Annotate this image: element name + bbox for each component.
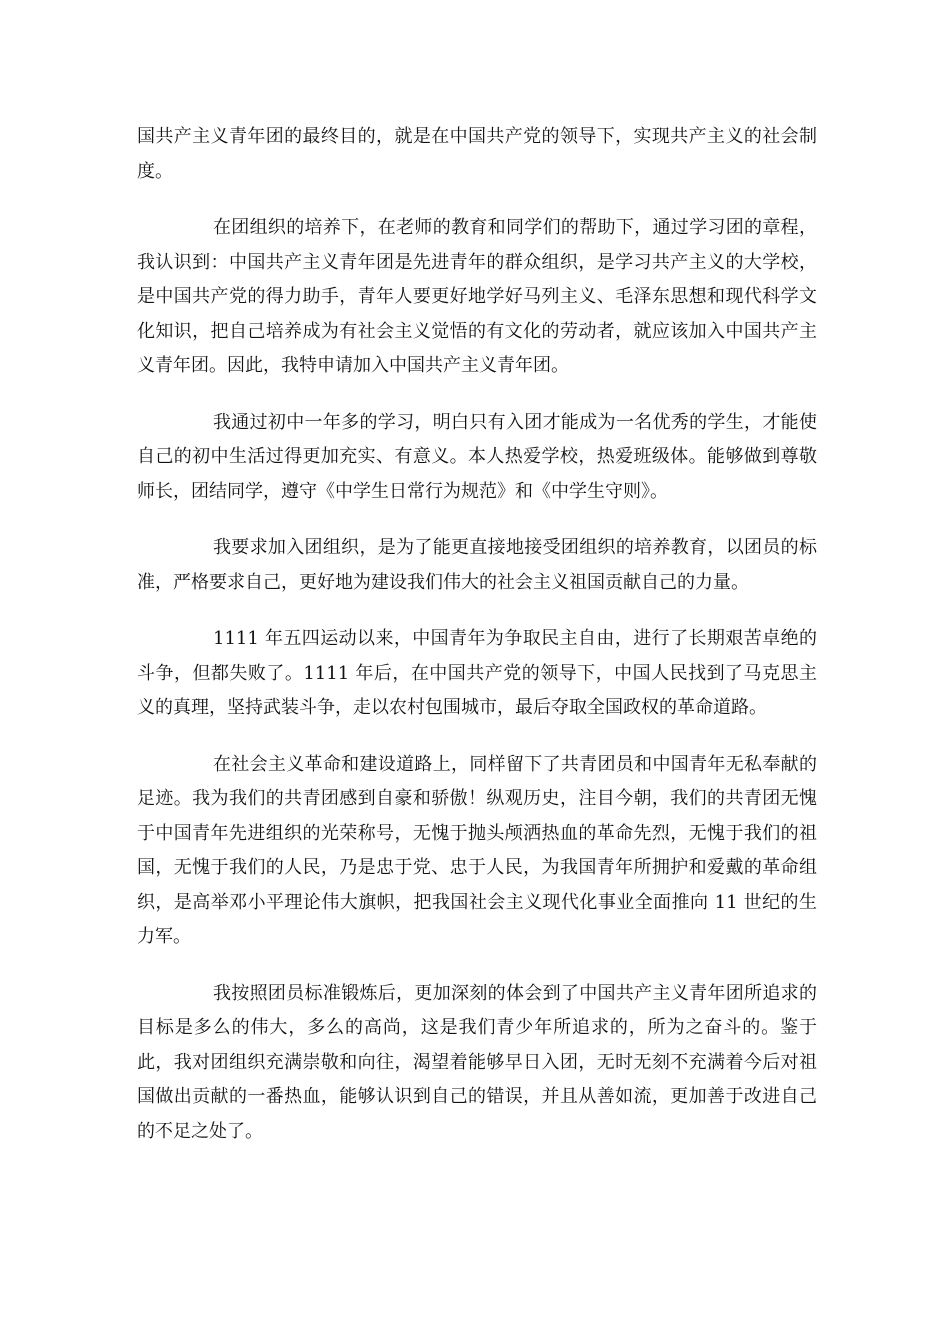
paragraph-7: 我按照团员标准锻炼后，更加深刻的体会到了中国共产主义青年团所追求的目标是多么的伟大，多么的高尚，这是我们青少年所追求的，所为之奋斗的。鉴于此，我对团组织充满崇敬和向往，渴望着能够早日入团，无时无刻不充满着今后对祖国做出贡献的一番热血，能够认识到自己的错误，并且从善如流，更加善于改进自己的不足之处了。	[137, 982, 817, 1142]
document-page	[137, 120, 817, 1171]
paragraph-4: 我要求加入团组织，是为了能更直接地接受团组织的培养教育，以团员的标准，严格要求自己，更好地为建设我们伟大的社会主义祖国贡献自己的力量。	[137, 537, 817, 593]
paragraph-2: 在团组织的培养下，在老师的教育和同学们的帮助下，通过学习团的章程，我认识到：中国共产主义青年团是先进青年的群众组织，是学习共产主义的大学校，是中国共产党的得力助手，青年人要更好地学好马列主义、毛泽东思想和现代科学文化知识，把自己培养成为有社会主义觉悟的有文化的劳动者，就应该加入中国共产主义青年团。因此，我特申请加入中国共产主义青年团。	[137, 217, 817, 376]
paragraph-6: 在社会主义革命和建设道路上，同样留下了共青团员和中国青年无私奉献的足迹。我为我们的共青团感到自豪和骄傲！纵观历史，注目今朝，我们的共青团无愧于中国青年先进组织的光荣称号，无愧于抛头颅洒热血的革命先烈，无愧于我们的祖国，无愧于我们的人民，乃是忠于党、忠于人民，为我国青年所拥护和爱戴的革命组织，是高举邓小平理论伟大旗帜，把我国社会主义现代化事业全面推向 11 世纪的生力军。	[137, 753, 817, 947]
paragraph-1: 国共产主义青年团的最终目的，就是在中国共产党的领导下，实现共产主义的社会制度。	[137, 126, 817, 182]
paragraph-5: 1111 年五四运动以来，中国青年为争取民主自由，进行了长期艰苦卓绝的斗争，但都失败了。1111 年后，在中国共产党的领导下，中国人民找到了马克思主义的真理，坚持武装斗争，走以农村包围城市，最后夺取全国政权的革命道路。	[137, 628, 817, 718]
paragraph-3: 我通过初中一年多的学习，明白只有入团才能成为一名优秀的学生，才能使自己的初中生活过得更加充实、有意义。本人热爱学校，热爱班级体。能够做到尊敬师长，团结同学，遵守《中学生日常行为规范》和《中学生守则》。	[137, 411, 817, 502]
